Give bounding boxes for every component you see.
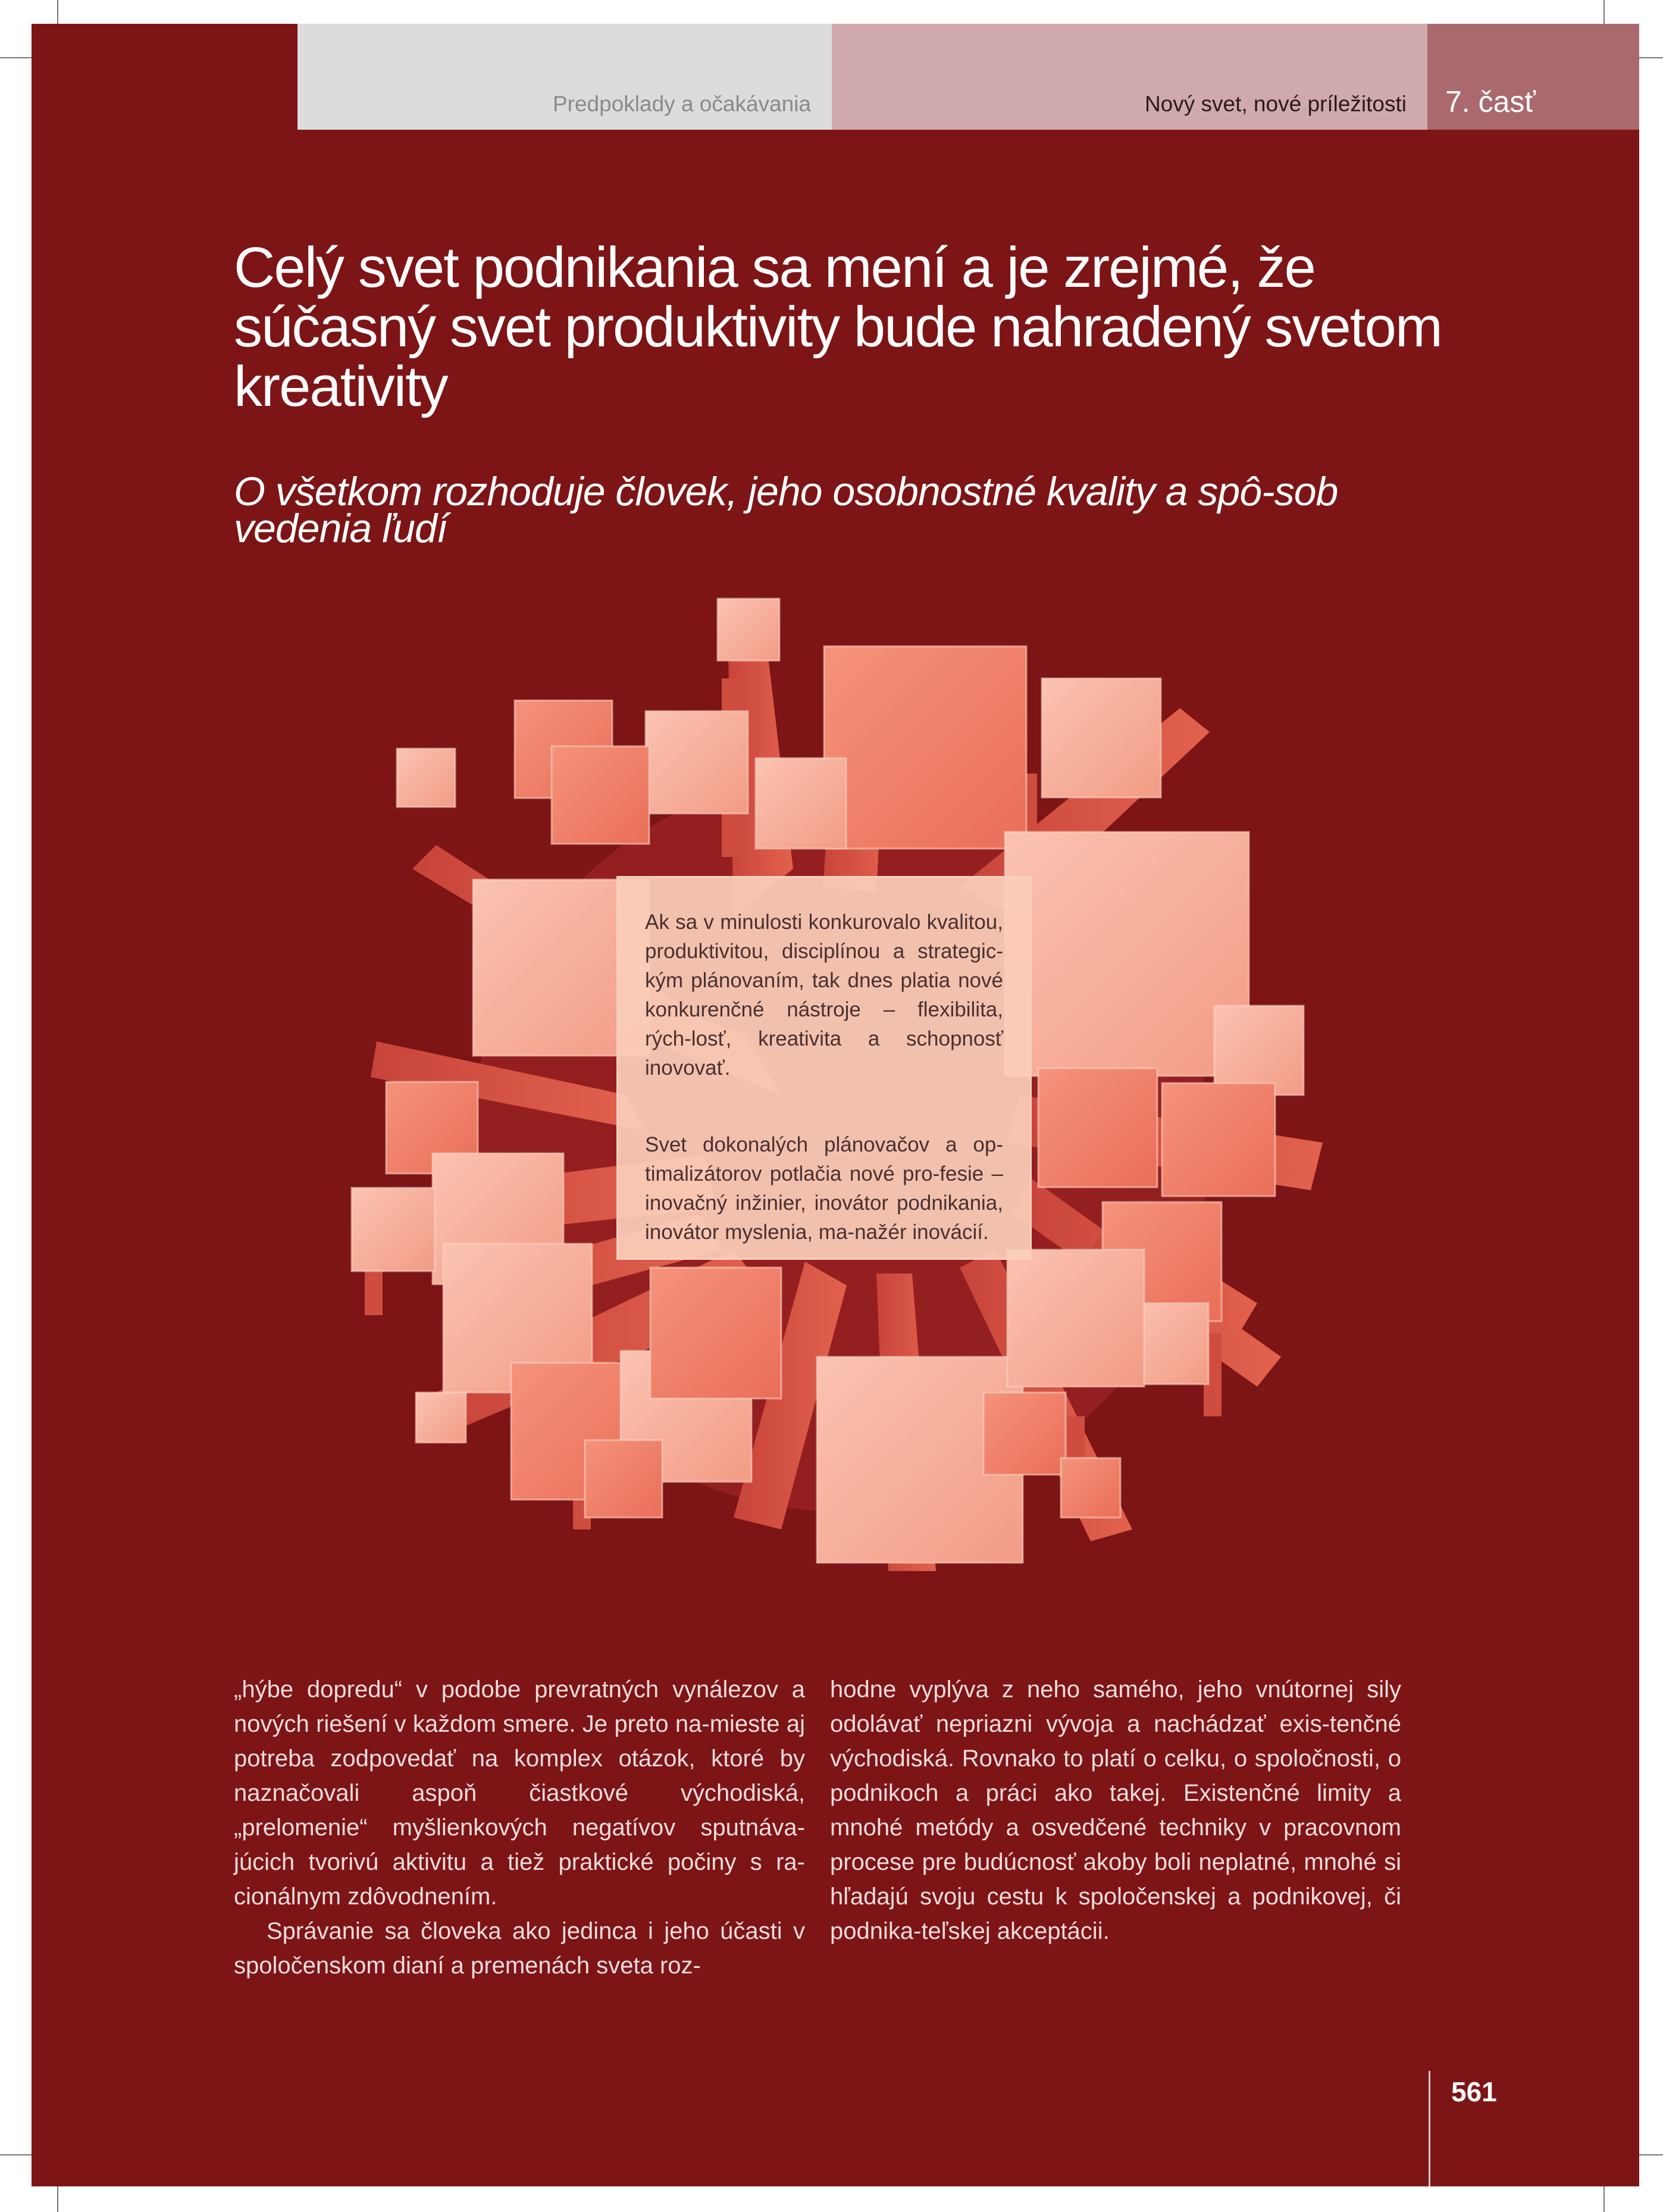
callout-paragraph-2: Svet dokonalých plánovačov a op-timalizátorov potlačia nové pro-fesie – inovačný inžinier, inovátor podnikania, inovátor myslenia, ma-nažér inovácií. bbox=[645, 1133, 1003, 1244]
footer-rule bbox=[1429, 2071, 1430, 2186]
page-number: 561 bbox=[1451, 2076, 1497, 2107]
crop-mark bbox=[0, 2154, 36, 2155]
body-paragraph: „hýbe dopredu“ v podobe prevratných vynálezov a nových riešení v každom smere. Je preto na-mieste aj potreba zodpovedať na komplex otázok, ktoré by naznačovali aspoň čiastkové východiská, „prelomenie“ myšlienkových negatívov sputnáva-júcich tvorivú aktivitu a tiež praktické počiny s ra-cionálnym zdôvodnením. bbox=[234, 1676, 805, 1910]
header-section-mid: Nový svet, nové príležitosti bbox=[1144, 92, 1407, 116]
callout-box bbox=[616, 876, 1032, 1260]
body-column-left bbox=[234, 1672, 805, 1983]
body-column-right bbox=[830, 1672, 1401, 1948]
part-label: 7. časť bbox=[1445, 85, 1536, 118]
magazine-page bbox=[32, 24, 1639, 2186]
article-subtitle: O všetkom rozhoduje človek, jeho osobnostné kvality a spô-sob vedenia ľudí bbox=[234, 469, 1338, 551]
article-title: Celý svet podnikania sa mení a je zrejmé, že súčasný svet produktivity bude nahradený svetom kreativity bbox=[234, 236, 1442, 418]
body-paragraph: Správanie sa človeka ako jedinca i jeho účasti v spoločenskom dianí a premenách sveta roz- bbox=[234, 1918, 805, 1979]
body-paragraph: hodne vyplýva z neho samého, jeho vnútornej sily odolávať nepriazni vývoja a nachádzať exis-tenčné východiská. Rovnako to platí o celku, o spoločnosti, o podnikoch a práci ako takej. Existenčné limity a mnohé metódy a osvedčené techniky v pracovnom procese pre budúcnosť akoby boli neplatné, mnohé si hľadajú svoju cestu k spoločenskej a podnikovej, či podnika-teľskej akceptácii. bbox=[830, 1676, 1401, 1944]
crop-mark bbox=[0, 57, 36, 58]
callout-paragraph-1: Ak sa v minulosti konkurovalo kvalitou, produktivitou, disciplínou a strategic-kým plánovaním, tak dnes platia nové konkurenčné nástroje – flexibilita, rých-losť, kreativita a schopnosť inovovať. bbox=[645, 911, 1003, 1080]
header-section-left: Predpoklady a očakávania bbox=[552, 92, 811, 116]
